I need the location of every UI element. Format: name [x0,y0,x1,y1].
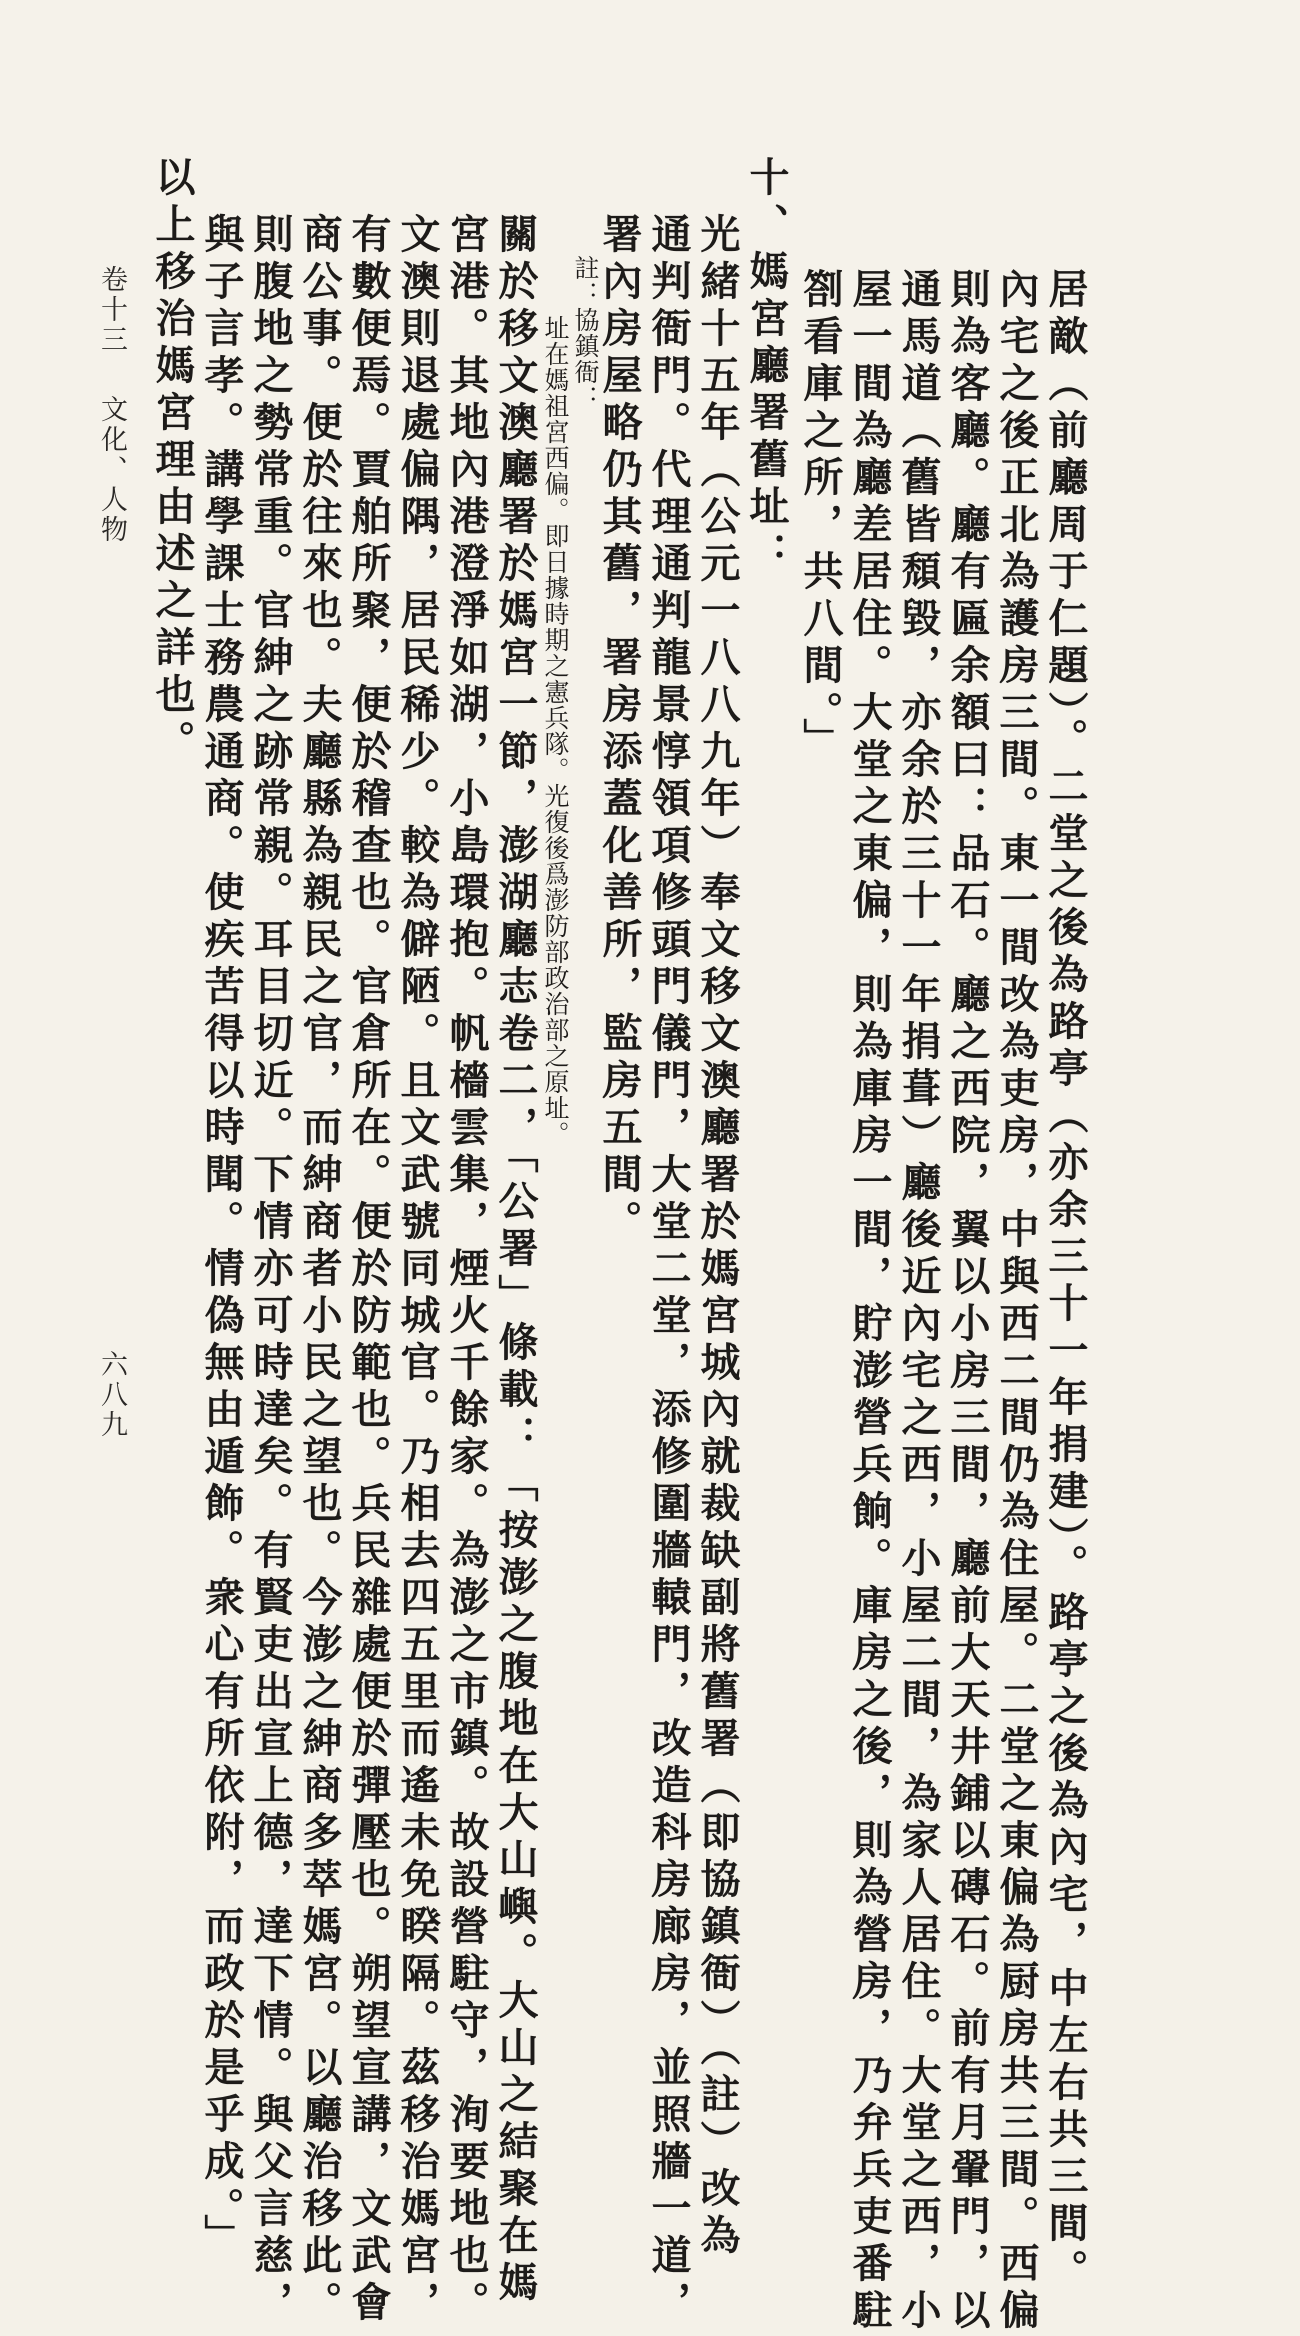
page-number: 六八九 [96,1350,127,1440]
text-column-15: 商公事。便於往來也。夫廳縣為親民之官，而紳商者小民之望也。今澎之紳商多萃媽宮。以廳治移此。 [296,213,343,2328]
text-column-16: 則腹地之勢常重。官紳之跡常親。耳目切近。下情亦可時達矣。有賢吏出宣上德，達下情。與父言慈， [247,213,294,2328]
text-column-18: 以上移治媽宮理由述之詳也。 [149,156,196,767]
text-column-14: 有數便焉。賈舶所聚，便於稽查也。官倉所在。便於防範也。兵民雜處便於彈壓也。朔望宣講，文武會 [345,213,392,2328]
text-column-6: 劄看庫之所，共八間。」 [797,268,844,765]
text-column-5: 屋一間為廳差居住。大堂之東偏，則為庫房一間，貯澎營兵餉。庫房之後，則為營房，乃弁兵吏番駐 [846,268,893,2336]
text-column-11: 關於移文澳廳署於媽宮一節，澎湖廳志卷二，「公署」條載：「按澎之腹地在大山嶼。大山之結聚在媽 [492,213,539,2308]
volume-label: 卷十三 [96,265,127,355]
section-label: 文化、人物 [96,395,127,545]
text-column-4: 通馬道（舊皆頹毀，亦余於三十一年捐葺）廳後近內宅之西，小屋二間，為家人居住。大堂之西，小 [895,268,942,2336]
text-column-2: 內宅之後正北為護房三間。東一間改為吏房，中與西二間仍為住屋。二堂之東偏為厨房共三間。西偏 [993,268,1040,2336]
note-label: 註：協鎮衙： [571,255,600,411]
text-column-13: 文澳則退處偏隅，居民稀少。較為僻陋。且文武號同城官。乃相去四五里而遙未免睽隔。茲移治媽宮， [394,213,441,2328]
text-column-8: 光緒十五年（公元一八八九年）奉文移文澳廳署於媽宮城內就裁缺副將舊署（即協鎮衙）（註）改為 [694,213,741,2261]
text-column-1: 居敵（前廳周于仁題）。二堂之後為路亭（亦余三十一年捐建）。路亭之後為內宅，中左右共三間。 [1042,268,1089,2296]
text-column-17: 與子言孝。講學課士務農通商。使疾苦得以時聞。情偽無由遁飾。衆心有所依附，而政於是乎成。」 [198,213,245,2261]
section-heading: 十、媽宮廳署舊址： [743,156,790,579]
text-column-12: 宮港。其地內港澄淨如湖，小島環抱。帆檣雲集，煙火千餘家。為澎之市鎮。故設營駐守，洵要地也。 [443,213,490,2328]
text-column-10: 署內房屋略仍其舊，署房添蓋化善所，監房五間。 [596,213,643,1247]
note-text: 址在媽祖宮西偏。即日據時期之憲兵隊。光復後爲澎防部政治部之原址。 [541,315,570,1147]
text-column-9: 通判衙門。代理通判龍景惇領項修頭門儀門，大堂二堂，添修圍牆轅門，改造科房廊房，並照牆一道， [645,213,692,2328]
text-column-3: 則為客廳。廳有匾余額曰：品石。廳之西院，翼以小房三間，廳前大天井鋪以磚石。前有月翬門，以 [944,268,991,2336]
